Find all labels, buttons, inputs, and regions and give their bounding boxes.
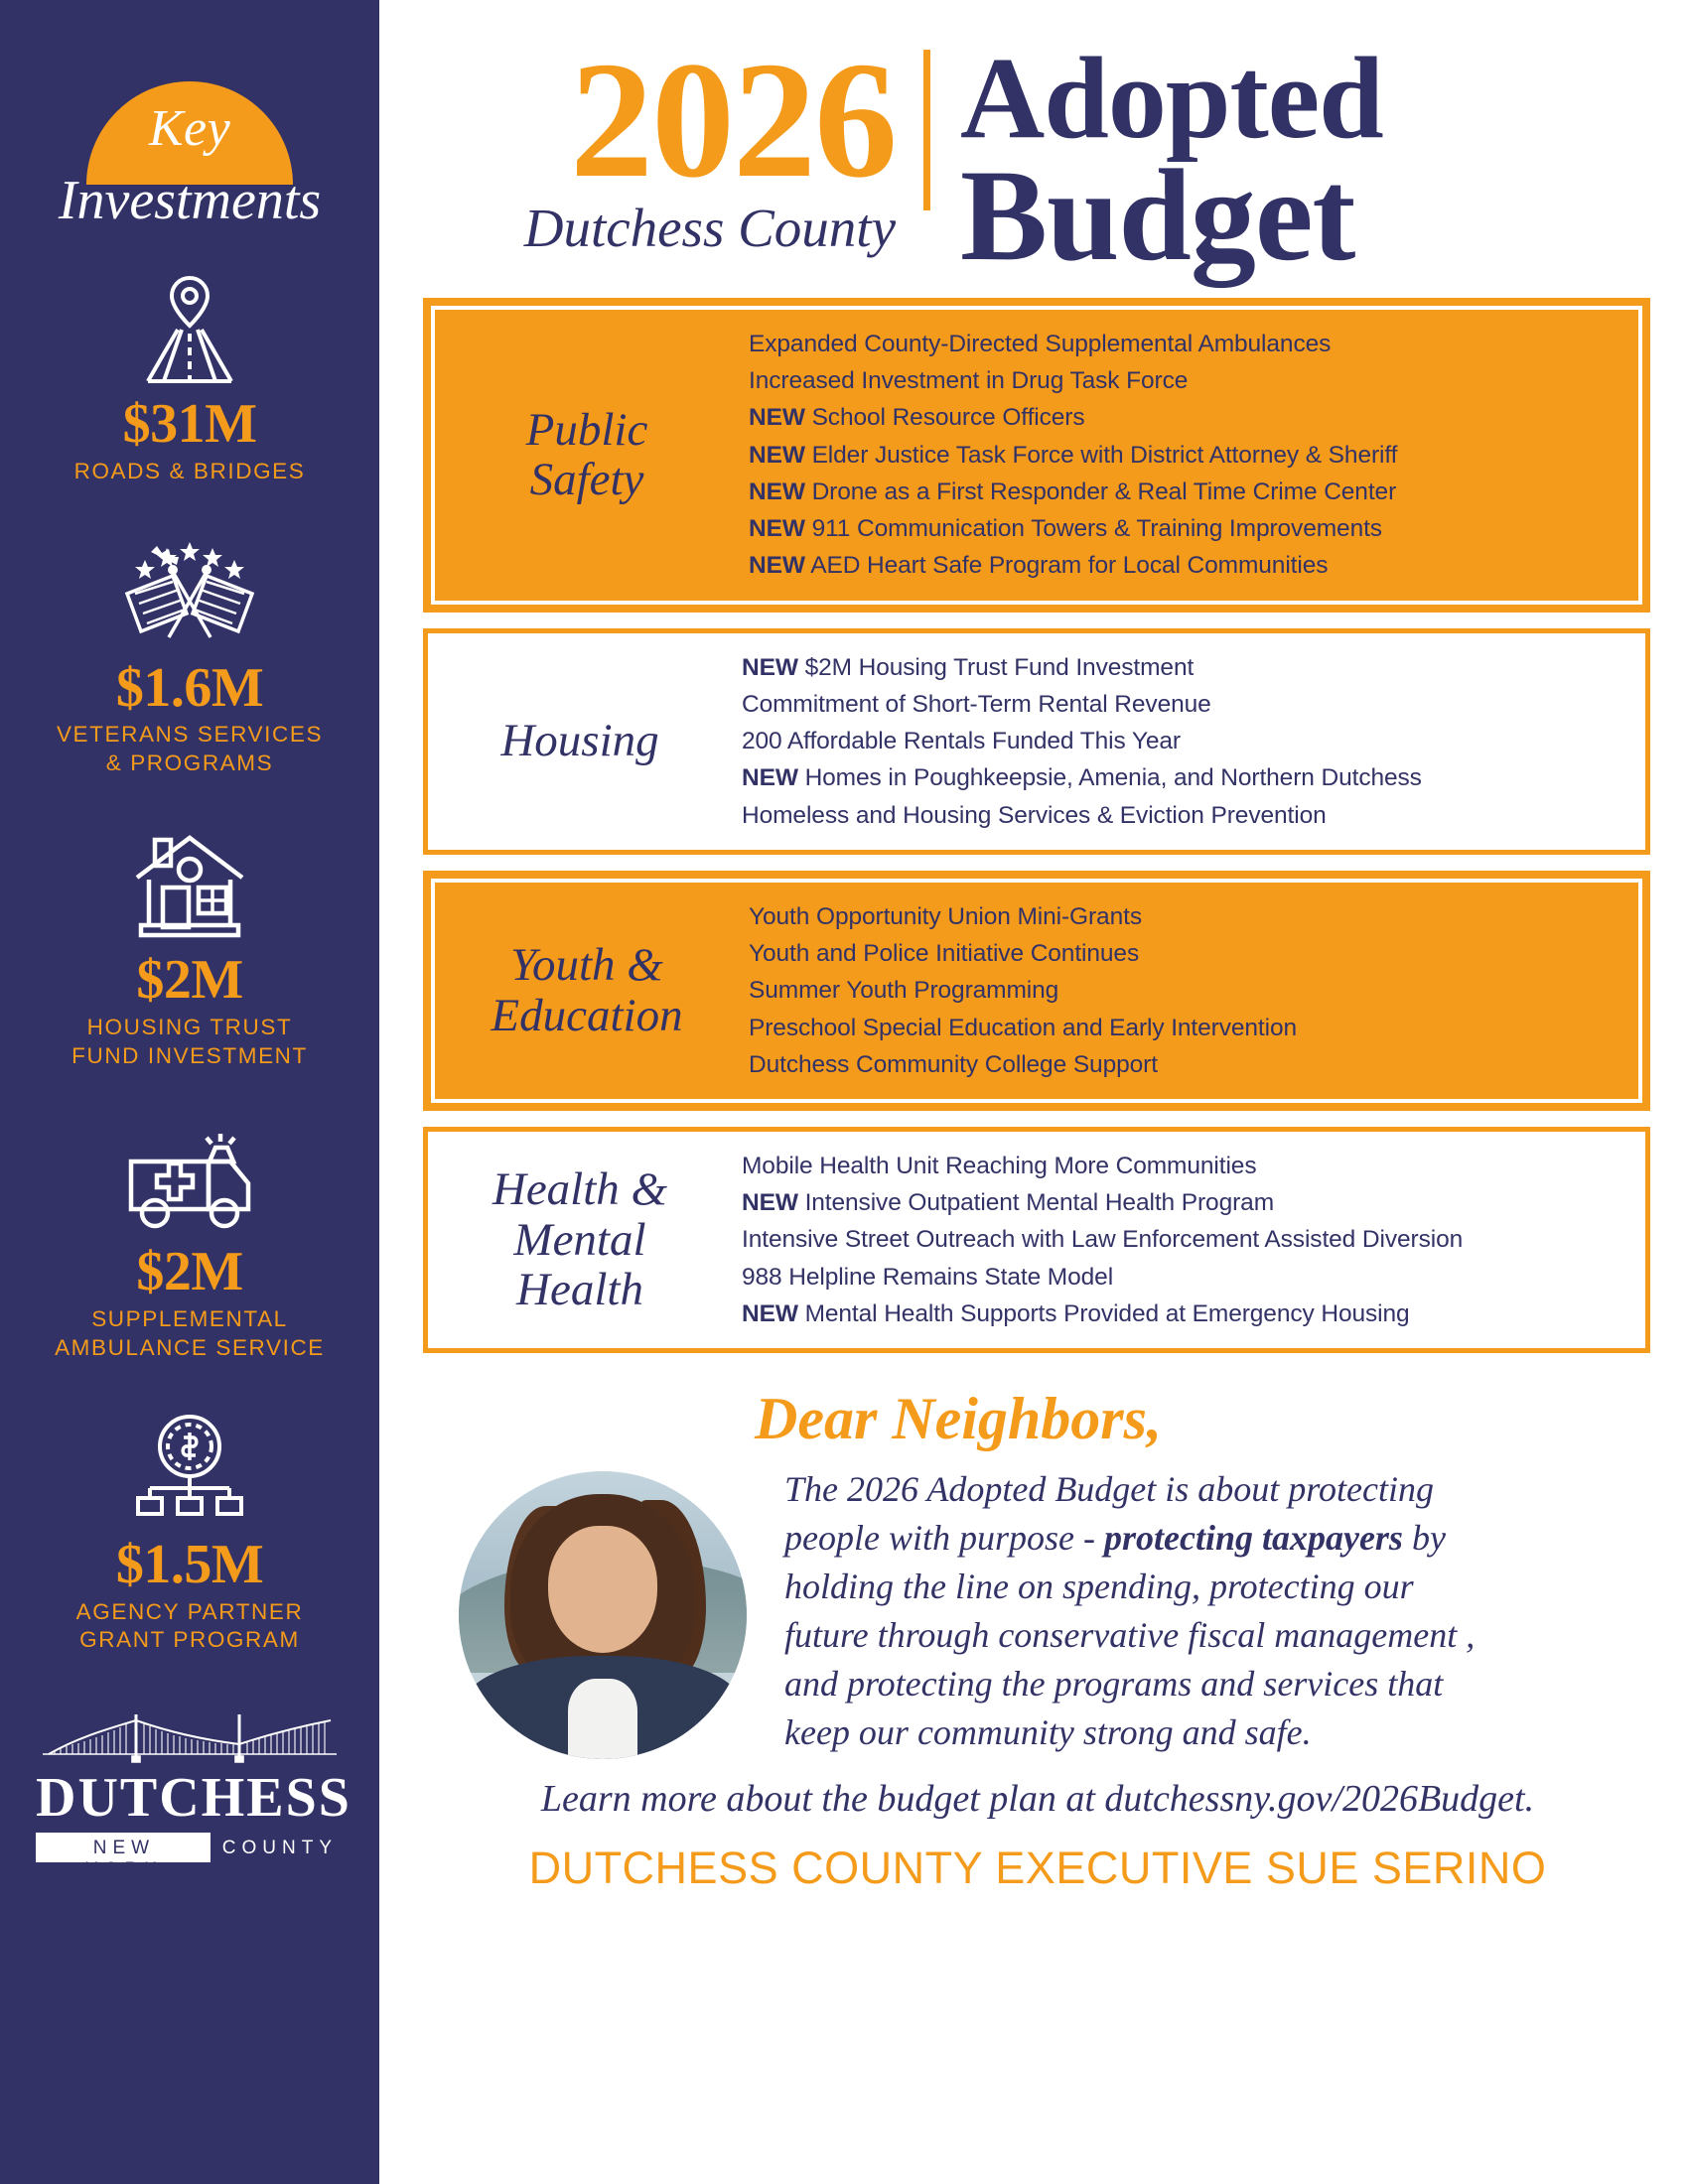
stat-label-line1: HOUSING TRUST — [86, 1014, 293, 1039]
category-title: Housing — [500, 715, 659, 767]
stat-label — [14, 1305, 365, 1363]
category-line: Homeless and Housing Services & Eviction Prevention — [742, 801, 1327, 829]
stat-amount: $2M — [136, 1241, 243, 1303]
category-line: NEW 911 Communication Towers & Training Improvements — [749, 515, 1382, 543]
stat-label-line1: SUPPLEMENTAL — [91, 1306, 288, 1332]
key-investments-sidebar — [0, 0, 379, 2184]
letter-line: The 2026 Adopted Budget is about protecting — [784, 1469, 1434, 1510]
logo-subline — [36, 1833, 344, 1881]
category-line: Preschool Special Education and Early Intervention — [749, 1014, 1298, 1041]
bridge-icon — [36, 1706, 344, 1768]
stat-item-roads-bridges — [0, 274, 379, 486]
stat-label — [14, 1598, 365, 1656]
category-line: Youth and Police Initiative Continues — [749, 940, 1140, 968]
category-line: NEW Mental Health Supports Provided at Emergency Housing — [742, 1299, 1410, 1327]
stat-label — [14, 1014, 365, 1071]
crossed-flags-icon — [14, 538, 365, 649]
category-line: NEW $2M Housing Trust Fund Investment — [742, 653, 1195, 681]
new-badge: NEW — [749, 478, 805, 505]
category-title: Youth & Education — [491, 939, 683, 1041]
stat-label-line1: VETERANS SERVICES — [56, 722, 324, 748]
stat-amount: $1.5M — [115, 1533, 264, 1595]
masthead-left — [427, 28, 923, 259]
sidebar-heading-investments: Investments — [58, 170, 322, 231]
category-line-list — [736, 1148, 1635, 1332]
stat-label-line2: AMBULANCE SERVICE — [55, 1334, 325, 1360]
stat-label — [14, 458, 365, 486]
stat-label-line2: GRANT PROGRAM — [79, 1627, 300, 1653]
main-content — [379, 0, 1688, 2184]
new-badge: NEW — [749, 515, 805, 543]
category-line: Expanded County-Directed Supplemental Ambulances — [749, 331, 1332, 357]
category-card-housing — [423, 628, 1650, 855]
category-line: Intensive Street Outreach with Law Enforcement Assisted Diversion — [742, 1226, 1464, 1254]
new-badge: NEW — [742, 653, 798, 681]
category-card-health-mental-health — [423, 1127, 1650, 1353]
new-badge: NEW — [749, 441, 805, 469]
category-line: Increased Investment in Drug Task Force — [749, 367, 1189, 395]
category-line: Dutchess Community College Support — [749, 1050, 1158, 1078]
dutchess-county-logo — [0, 1706, 379, 1881]
funding-distribution-icon — [14, 1415, 365, 1526]
category-line-list — [743, 326, 1628, 585]
stat-item-veterans-services — [0, 538, 379, 778]
stat-amount: $1.6M — [115, 656, 264, 719]
sidebar-heading — [0, 40, 379, 238]
new-badge: NEW — [749, 404, 805, 432]
stat-label-line1: AGENCY PARTNER — [75, 1598, 304, 1624]
new-badge: NEW — [742, 1189, 798, 1217]
page-title-adopted: Adopted — [960, 33, 1383, 163]
road-pin-icon — [14, 274, 365, 385]
category-line: NEW Drone as a First Responder & Real Time Crime Center — [749, 478, 1397, 505]
learn-more-text: Learn more about the budget plan at dutchessny.gov/2026Budget. — [540, 1778, 1535, 1821]
letter-line: and protecting the programs and services that — [784, 1663, 1444, 1704]
county-name: Dutchess County — [523, 197, 896, 258]
category-card-list — [417, 298, 1658, 1353]
stat-label-line2: FUND INVESTMENT — [71, 1042, 308, 1068]
letter-line: people with purpose - protecting taxpayers by — [784, 1518, 1446, 1559]
category-line: Commitment of Short-Term Rental Revenue — [742, 690, 1211, 718]
ambulance-icon — [14, 1122, 365, 1233]
stat-label-line2: & PROGRAMS — [105, 751, 274, 776]
masthead-divider — [923, 50, 930, 210]
logo-new-york: NEW YORK — [36, 1833, 211, 1862]
stat-item-agency-partner-grant — [0, 1415, 379, 1655]
category-line: Summer Youth Programming — [749, 977, 1059, 1005]
stat-label — [14, 721, 365, 778]
letter-line: future through conservative fiscal management , — [784, 1615, 1476, 1656]
category-line: NEW Elder Justice Task Force with District Attorney & Sheriff — [749, 441, 1398, 469]
category-line: NEW AED Heart Safe Program for Local Communities — [749, 552, 1329, 580]
category-title: Health & Mental Health — [492, 1162, 668, 1316]
stat-label-line1: ROADS & BRIDGES — [73, 458, 306, 483]
category-line: Youth Opportunity Union Mini-Grants — [749, 902, 1142, 930]
new-badge: NEW — [749, 552, 805, 580]
category-line: 988 Helpline Remains State Model — [742, 1263, 1114, 1291]
new-badge: NEW — [742, 1299, 798, 1327]
masthead-right — [930, 33, 1383, 288]
executive-letter — [417, 1369, 1658, 1894]
house-icon — [14, 830, 365, 941]
masthead — [417, 0, 1658, 298]
category-line: NEW Intensive Outpatient Mental Health Program — [742, 1189, 1275, 1217]
category-line: NEW School Resource Officers — [749, 404, 1085, 432]
new-badge: NEW — [742, 764, 798, 792]
category-card-youth-education — [423, 871, 1650, 1111]
letter-line: keep our community strong and safe. — [784, 1711, 1312, 1752]
stat-item-housing-trust-fund — [0, 830, 379, 1070]
logo-county: COUNTY — [221, 1838, 338, 1859]
stat-amount: $31M — [122, 393, 257, 455]
category-line-list — [736, 649, 1635, 834]
budget-year: 2026 — [570, 28, 896, 212]
letter-line: holding the line on spending, protecting our — [784, 1567, 1414, 1607]
category-line: 200 Affordable Rentals Funded This Year — [742, 728, 1181, 755]
county-executive-portrait — [459, 1471, 747, 1759]
category-line-list — [743, 898, 1628, 1083]
category-line: NEW Homes in Poughkeepsie, Amenia, and Northern Dutchess — [742, 764, 1422, 792]
letter-emphasis: protecting taxpayers — [1103, 1518, 1403, 1559]
letter-salutation: Dear Neighbors, — [754, 1386, 1162, 1452]
category-title: Public Safety — [525, 403, 648, 506]
page-title-budget: Budget — [960, 141, 1355, 288]
category-line: Mobile Health Unit Reaching More Communities — [742, 1152, 1257, 1179]
sidebar-heading-key: Key — [148, 100, 231, 157]
category-card-public-safety — [423, 298, 1650, 613]
investment-stat-list — [0, 274, 379, 1655]
county-executive-name: DUTCHESS COUNTY EXECUTIVE SUE SERINO — [528, 1843, 1547, 1894]
stat-amount: $2M — [136, 948, 243, 1011]
letter-paragraph — [747, 1461, 1638, 1757]
logo-wordmark: DUTCHESS — [36, 1767, 352, 1830]
letter-body — [437, 1461, 1638, 1759]
stat-item-supplemental-ambulance — [0, 1122, 379, 1362]
